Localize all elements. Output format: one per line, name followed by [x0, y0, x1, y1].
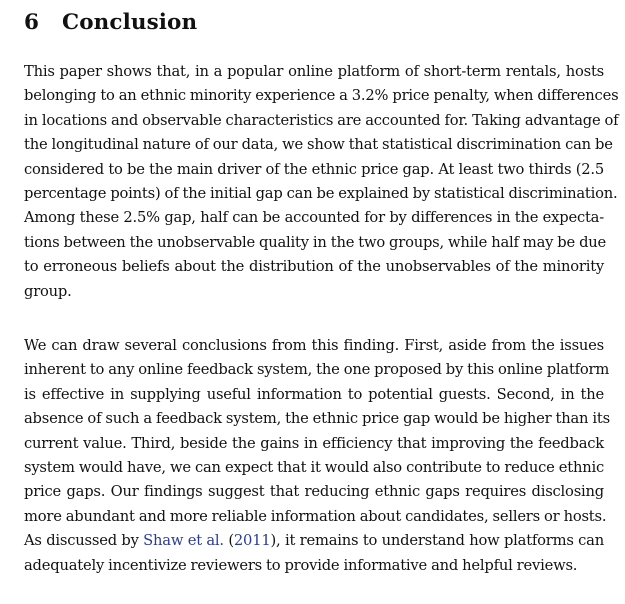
- citation-paren: (: [223, 532, 234, 550]
- text-line: We can draw several conclusions from this finding. First, aside from the issues: [24, 337, 604, 354]
- text-line: adequately incentivize reviewers to provide informative and helpful reviews.: [24, 556, 578, 574]
- text-line: belonging to an ethnic minority experience a 3.2% price penalty, when differences: [24, 87, 619, 105]
- text-line: absence of such a feedback system, the ethnic price gap would be higher than its: [24, 410, 610, 428]
- paragraph-findings-summary: [24, 60, 619, 304]
- text-line: considered to be the main driver of the ethnic price gap. At least two thirds (2.5: [24, 160, 604, 178]
- citation-author-link[interactable]: Shaw et al.: [143, 532, 224, 550]
- section-number: 6: [24, 10, 40, 35]
- text-line: more abundant and more reliable information about candidates, sellers or hosts.: [24, 507, 607, 525]
- section-title: Conclusion: [62, 10, 198, 35]
- text-line: inherent to any online feedback system, the one proposed by this online platform: [24, 361, 610, 379]
- text-line: system would have, we can expect that it would also contribute to reduce ethnic: [24, 459, 604, 477]
- citation-prefix: As discussed by: [24, 532, 144, 550]
- paper-page: [24, 8, 619, 574]
- paragraph-conclusions: [24, 334, 610, 578]
- text-line: is effective in supplying useful information to potential guests. Second, in the: [24, 385, 604, 403]
- text-line-with-citation: [24, 529, 604, 553]
- section-heading: [24, 8, 604, 38]
- text-line: to erroneous beliefs about the distribution of the unobservables of the minority: [24, 258, 604, 276]
- text-line: percentage points) of the initial gap can be explained by statistical discrimination.: [24, 185, 618, 203]
- text-line: price gaps. Our findings suggest that reducing ethnic gaps requires disclosing: [24, 483, 604, 501]
- text-line: This paper shows that, in a popular online platform of short-term rentals, hosts: [24, 63, 604, 80]
- text-line: current value. Third, beside the gains in efficiency that improving the feedback: [24, 434, 604, 452]
- text-line: tions between the unobservable quality in the two groups, while half may be due: [24, 233, 607, 251]
- text-line: group.: [24, 282, 72, 300]
- citation-suffix: ), it remains to understand how platforms can: [270, 532, 604, 550]
- text-line: Among these 2.5% gap, half can be accounted for by differences in the expecta-: [24, 209, 604, 227]
- citation-year-link[interactable]: 2011: [233, 532, 271, 550]
- text-line: in locations and observable characteristics are accounted for. Taking advantage of: [24, 111, 619, 129]
- text-line: the longitudinal nature of our data, we show that statistical discrimination can be: [24, 136, 613, 154]
